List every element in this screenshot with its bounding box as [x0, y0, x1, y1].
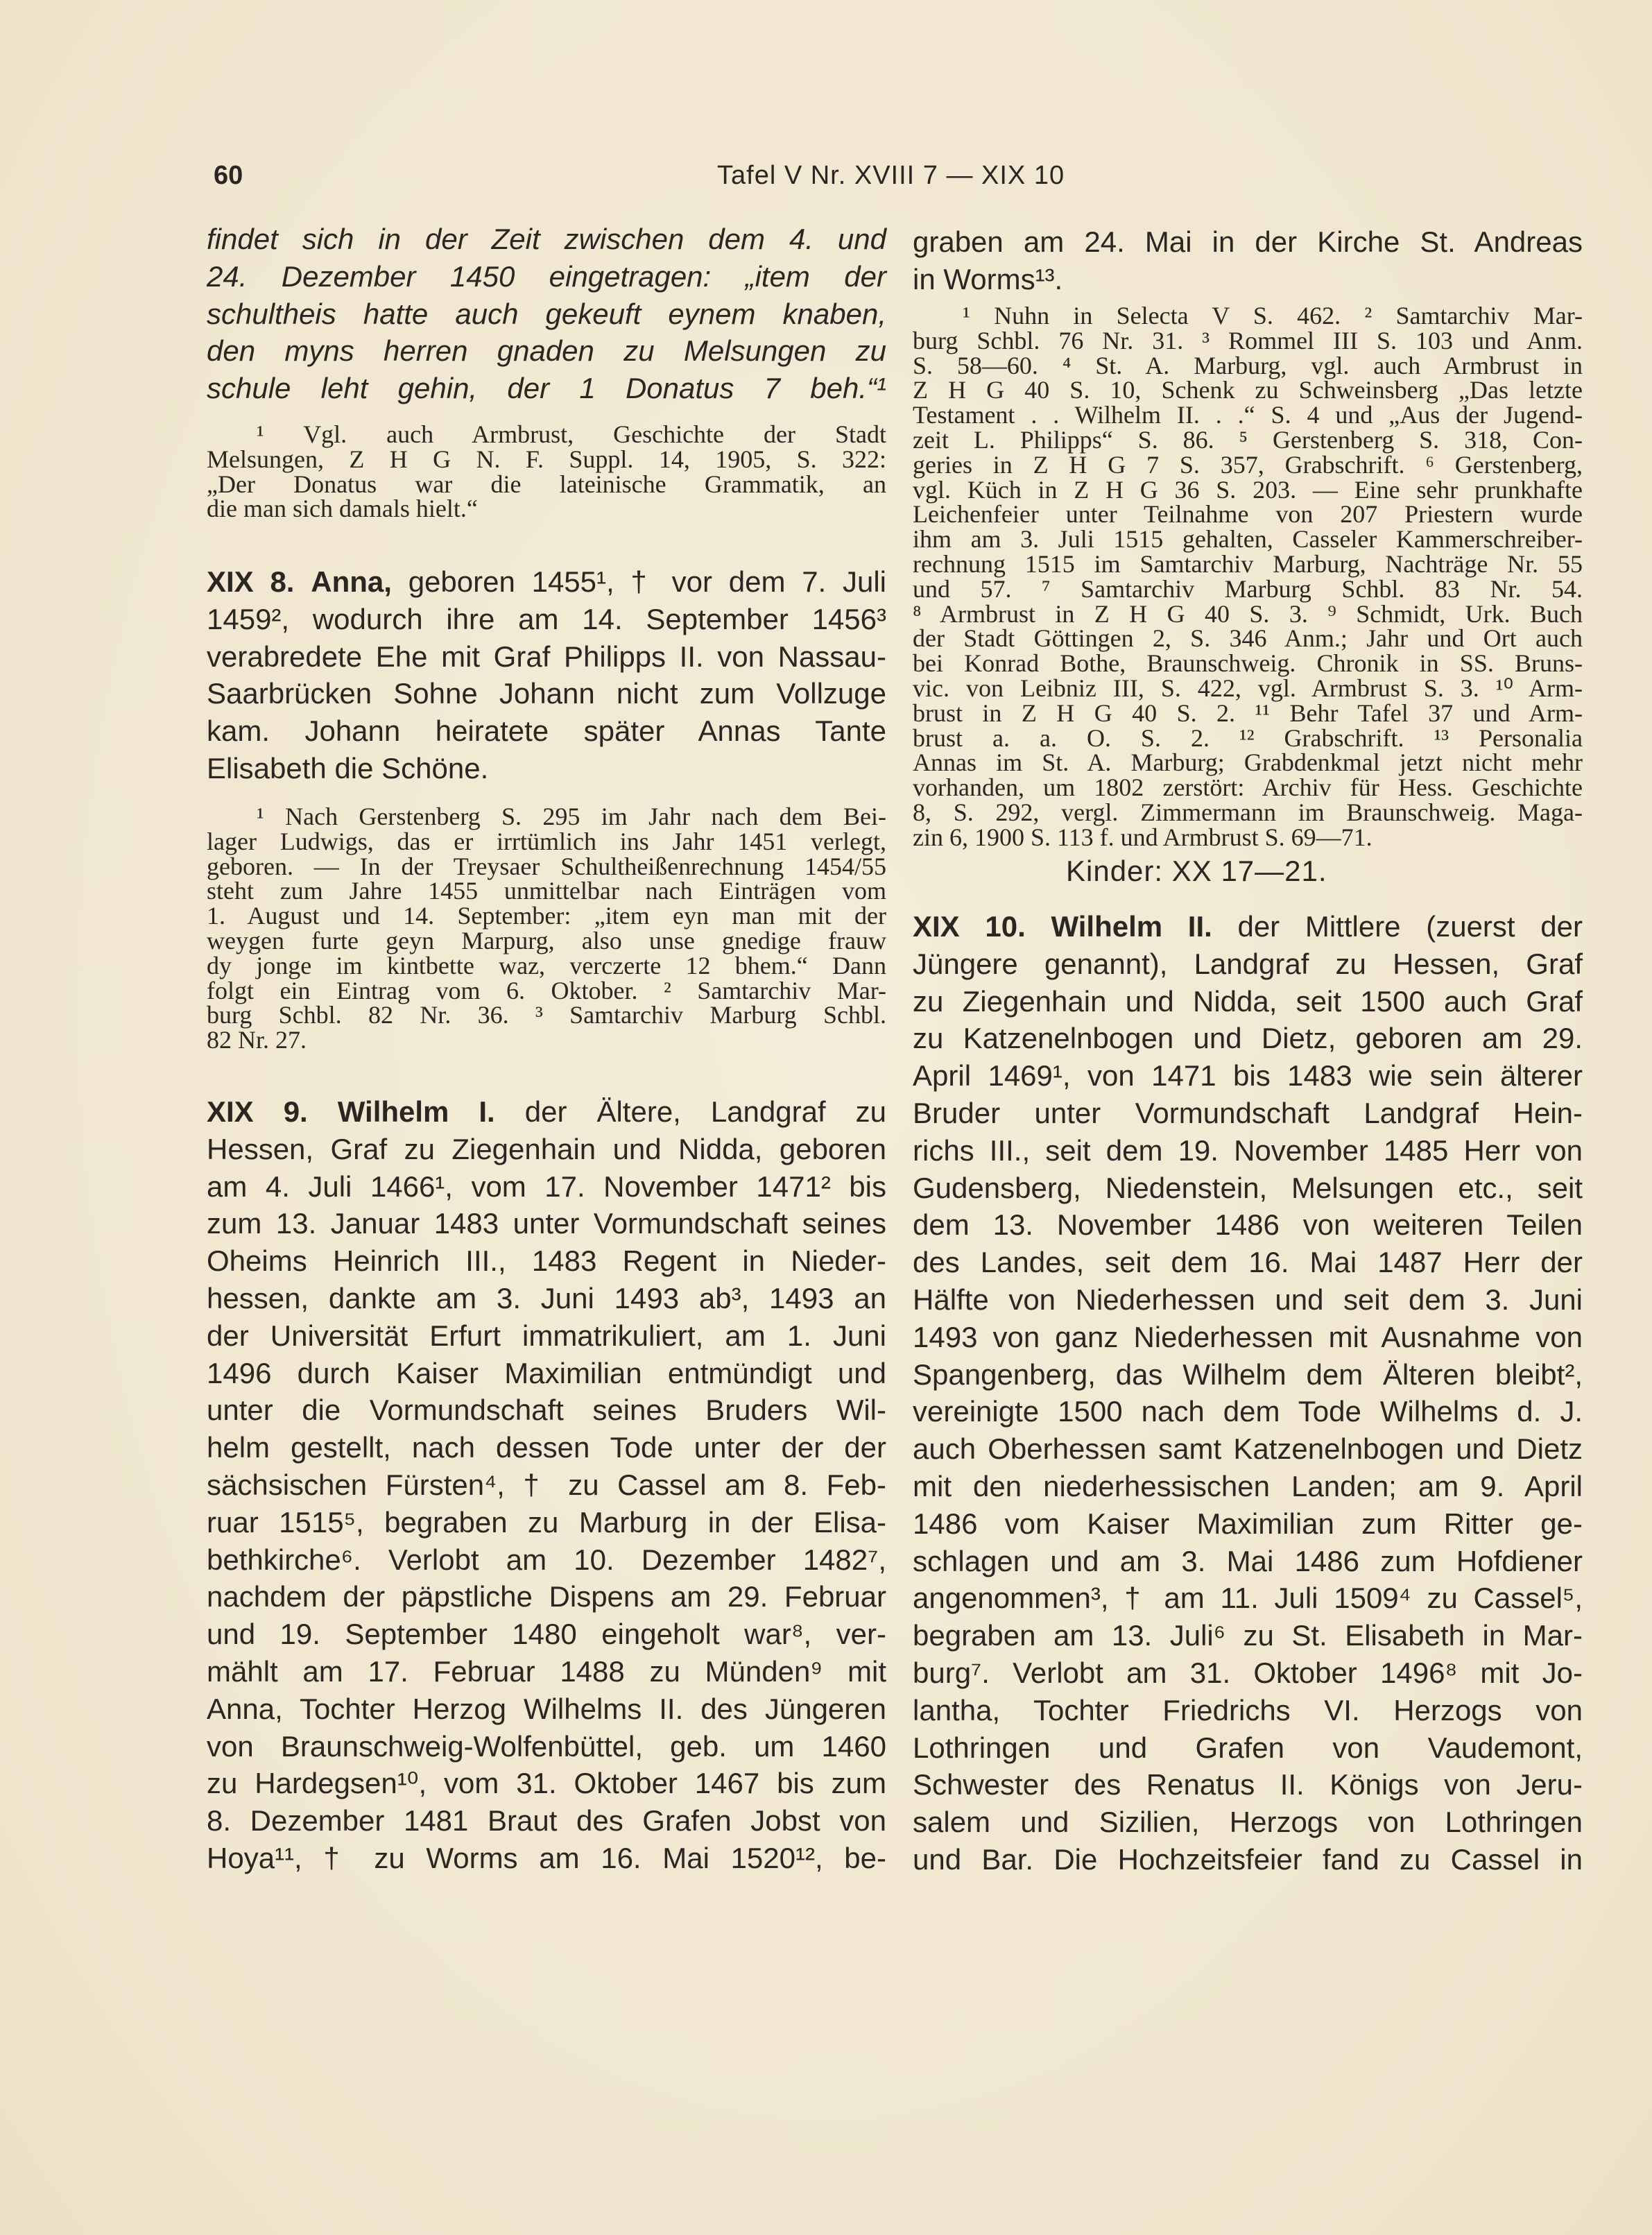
- text-line: schultheis hatte auch gekeuft eynem knaben,: [207, 297, 886, 330]
- text-line: Spangenberg, das Wilhelm dem Älteren bleibt²,: [913, 1358, 1583, 1391]
- text-line: 8, S. 292, vergl. Zimmermann im Braunschweig. Maga-: [913, 798, 1583, 826]
- text-line: geboren. — In der Treysaer Schultheißenrechnung 1454/55: [207, 852, 886, 880]
- text-line: und Bar. Die Hochzeitsfeier fand zu Cassel in: [913, 1842, 1583, 1876]
- text-line: schule leht gehin, der 1 Donatus 7 beh.“¹: [207, 372, 886, 405]
- text-line: burg Schbl. 82 Nr. 36. ³ Samtarchiv Marburg Schbl.: [207, 1001, 886, 1029]
- text-line: dem 13. November 1486 von weiteren Teilen: [913, 1208, 1583, 1242]
- entry-body-lines: [913, 945, 1583, 1878]
- text-line: 1493 von ganz Niederhessen mit Ausnahme von: [913, 1320, 1583, 1353]
- text-line: burg Schbl. 76 Nr. 31. ³ Rommel III S. 103 und Anm.: [913, 326, 1583, 354]
- text-line: Schwester des Renatus II. Königs von Jeru-: [913, 1768, 1583, 1801]
- text-line: steht zum Jahre 1455 unmittelbar nach Einträgen vom: [207, 877, 886, 905]
- text-line: 82 Nr. 27.: [207, 1026, 307, 1054]
- text-line: Hälfte von Niederhessen und seit dem 3. Juni: [913, 1283, 1583, 1316]
- text-line: 1. August und 14. September: „item eyn man mit der: [207, 902, 886, 930]
- text-line: Bruder unter Vormundschaft Landgraf Hein-: [913, 1096, 1583, 1129]
- entry-first-line: [207, 1093, 886, 1131]
- text-line: ¹ Nuhn in Selecta V S. 462. ² Samtarchiv Mar-: [963, 302, 1583, 329]
- entry-first-line-text: der Mittlere (zuerst der: [1237, 910, 1583, 943]
- text-line: und 19. September 1480 eingeholt war⁸, ver-: [207, 1618, 886, 1651]
- text-line: dy jonge im kintbette waz, verczerte 12 bhem.“ Dann: [207, 951, 886, 979]
- text-line: angenommen³, † am 11. Juli 1509⁴ zu Cassel⁵,: [913, 1582, 1583, 1615]
- text-line: ¹ Nach Gerstenberg S. 295 im Jahr nach dem Bei-: [257, 803, 886, 830]
- text-line: des Landes, seit dem 16. Mai 1487 Herr der: [913, 1246, 1583, 1279]
- text-line: in Worms¹³.: [913, 262, 1063, 296]
- entry-first-line-text: der Ältere, Landgraf zu: [524, 1095, 887, 1128]
- text-line: 8. Dezember 1481 Braut des Grafen Jobst von: [207, 1804, 886, 1838]
- text-line: April 1469¹, von 1471 bis 1483 wie sein älterer: [913, 1059, 1583, 1093]
- running-head: Tafel V Nr. XVIII 7 — XIX 10: [717, 161, 1065, 190]
- text-line: findet sich in der Zeit zwischen dem 4. und: [207, 223, 886, 255]
- entry-body-lines: [207, 601, 886, 787]
- entry-first-line-text: geboren 1455¹, † vor dem 7. Juli: [408, 565, 886, 598]
- text-line: bethkirche⁶. Verlobt am 10. Dezember 1482⁷,: [207, 1543, 886, 1576]
- text-line: die man sich damals hielt.“: [207, 495, 478, 523]
- text-line: Testament . . Wilhelm II. . .“ S. 4 und „Aus der Jugend-: [913, 401, 1583, 429]
- text-line: S. 58—60. ⁴ St. A. Marburg, vgl. auch Armbrust in: [913, 351, 1583, 379]
- text-line: am 4. Juli 1466¹, vom 17. November 1471² bis: [207, 1170, 886, 1203]
- entry-name: Wilhelm II.: [1051, 910, 1212, 943]
- text-line: vorhanden, um 1802 zerstört: Archiv für Hess. Geschichte: [913, 773, 1583, 802]
- text-line: bei Konrad Bothe, Braunschweig. Chronik in SS. Bruns-: [913, 649, 1583, 678]
- text-line: geries in Z H G 7 S. 357, Grabschrift. ⁶ Gerstenberg,: [913, 450, 1583, 479]
- text-line: unter die Vormundschaft seines Bruders Wil-: [207, 1394, 886, 1427]
- text-line: schlagen und am 3. Mai 1486 zum Hofdiener: [913, 1544, 1583, 1577]
- text-line: graben am 24. Mai in der Kirche St. Andreas: [913, 225, 1583, 258]
- entry-first-line: [913, 908, 1583, 945]
- text-line: Gudensberg, Niedenstein, Melsungen etc., seit: [913, 1171, 1583, 1204]
- entry-first-line: [207, 563, 886, 601]
- text-line: weygen furte geyn Marpurg, also unse gnedige frauw: [207, 926, 886, 954]
- entry-xix-8: [207, 563, 886, 787]
- entry-name: Anna,: [311, 565, 392, 598]
- text-line: Annas im St. A. Marburg; Grabdenkmal jetzt nicht mehr: [913, 748, 1583, 777]
- entry-number: XIX 10.: [913, 910, 1026, 943]
- text-line: Jüngere genannt), Landgraf zu Hessen, Graf: [913, 947, 1583, 980]
- text-line: vereinigte 1500 nach dem Tode Wilhelms d. J.: [913, 1395, 1583, 1428]
- text-line: von Braunschweig-Wolfenbüttel, geb. um 1460: [207, 1729, 886, 1763]
- quote-paragraph: [207, 221, 886, 407]
- text-line: nachdem der päpstliche Dispens am 29. Februar: [207, 1580, 886, 1613]
- text-line: ihm am 3. Juli 1515 gehalten, Casseler Kammerschreiber-: [913, 525, 1583, 554]
- children-reference: Kinder: XX 17—21.: [1066, 855, 1327, 887]
- text-line: rechnung 1515 im Samtarchiv Marburg, Nachträge Nr. 55: [913, 549, 1583, 578]
- text-line: und 57. ⁷ Samtarchiv Marburg Schbl. 83 Nr. 54.: [913, 574, 1583, 603]
- text-line: zu Hardegsen¹⁰, vom 31. Oktober 1467 bis zum: [207, 1767, 886, 1800]
- entry-xix-10: [913, 908, 1583, 1878]
- text-line: „Der Donatus war die lateinische Grammatik, an: [207, 470, 886, 498]
- text-line: der Universität Erfurt immatrikuliert, am 1. Juni: [207, 1319, 886, 1352]
- text-line: ⁸ Armbrust in Z H G 40 S. 3. ⁹ Schmidt, Urk. Buch: [913, 599, 1583, 628]
- text-line: vic. von Leibniz III, S. 422, vgl. Armbrust S. 3. ¹⁰ Arm-: [913, 674, 1583, 702]
- text-line: brust in Z H G 40 S. 2. ¹¹ Behr Tafel 37 und Arm-: [913, 699, 1583, 727]
- text-line: folgt ein Eintrag vom 6. Oktober. ² Samtarchiv Mar-: [207, 976, 886, 1004]
- text-line: Oheims Heinrich III., 1483 Regent in Nieder-: [207, 1244, 886, 1278]
- text-line: mählt am 17. Februar 1488 zu Münden⁹ mit: [207, 1654, 886, 1688]
- text-line: auch Oberhessen samt Katzenelnbogen und Dietz: [913, 1432, 1583, 1466]
- text-line: richs III., seit dem 19. November 1485 Herr von: [913, 1133, 1583, 1167]
- entry-name: Wilhelm I.: [337, 1095, 495, 1128]
- text-line: sächsischen Fürsten⁴, † zu Cassel am 8. Feb-: [207, 1468, 886, 1501]
- text-line: Anna, Tochter Herzog Wilhelms II. des Jüngeren: [207, 1692, 886, 1725]
- text-line: 24. Dezember 1450 eingetragen: „item der: [207, 259, 886, 293]
- text-line: begraben am 13. Juli⁶ zu St. Elisabeth in Mar-: [913, 1619, 1583, 1652]
- text-line: Lothringen und Grafen von Vaudemont,: [913, 1731, 1583, 1764]
- text-line: zum 13. Januar 1483 unter Vormundschaft seines: [207, 1207, 886, 1240]
- page-number: 60: [214, 161, 243, 190]
- text-line: vgl. Küch in Z H G 36 S. 203. — Eine sehr prunkhafte: [913, 475, 1583, 504]
- text-line: lantha, Tochter Friedrichs VI. Herzogs von: [913, 1693, 1583, 1727]
- text-line: 1459², wodurch ihre am 14. September 1456³: [207, 602, 886, 635]
- text-line: zu Katzenelnbogen und Dietz, geboren am 29.: [913, 1022, 1583, 1055]
- text-line: salem und Sizilien, Herzogs von Lothringen: [913, 1806, 1583, 1839]
- text-line: burg⁷. Verlobt am 31. Oktober 1496⁸ mit Jo-: [913, 1656, 1583, 1689]
- text-line: Hoya¹¹, † zu Worms am 16. Mai 1520¹², be-: [207, 1841, 886, 1874]
- text-line: zin 6, 1900 S. 113 f. und Armbrust S. 69—71.: [913, 823, 1373, 851]
- text-line: helm gestellt, nach dessen Tode unter der der: [207, 1431, 886, 1464]
- text-line: der Stadt Göttingen 2, S. 346 Anm.; Jahr und Ort auch: [913, 624, 1583, 653]
- text-line: Leichenfeier unter Teilnahme von 207 Priestern wurde: [913, 500, 1583, 529]
- entry-body-lines: [207, 1131, 886, 1877]
- text-line: 1486 vom Kaiser Maximilian zum Ritter ge-: [913, 1507, 1583, 1540]
- text-line: Z H G 40 S. 10, Schenk zu Schweinsberg „Das letzte: [913, 376, 1583, 404]
- entry-xix-9-continuation: [913, 223, 1583, 298]
- text-line: 1496 durch Kaiser Maximilian entmündigt und: [207, 1356, 886, 1389]
- text-line: hessen, dankte am 3. Juni 1493 ab³, 1493 an: [207, 1281, 886, 1315]
- text-line: ¹ Vgl. auch Armbrust, Geschichte der Stadt: [257, 420, 886, 448]
- entry-number: XIX 9.: [207, 1095, 308, 1128]
- entry-xix-9: [207, 1093, 886, 1877]
- text-line: kam. Johann heiratete später Annas Tante: [207, 714, 886, 748]
- text-line: verabredete Ehe mit Graf Philipps II. von Nassau-: [207, 640, 886, 673]
- text-line: lager Ludwigs, das er irrtümlich ins Jahr 1451 verlegt,: [207, 827, 886, 855]
- text-line: den myns herren gnaden zu Melsungen zu: [207, 334, 886, 368]
- text-line: Hessen, Graf zu Ziegenhain und Nidda, geboren: [207, 1132, 886, 1165]
- text-line: zeit L. Philipps“ S. 86. ⁵ Gerstenberg S. 318, Con-: [913, 425, 1583, 454]
- entry-number: XIX 8.: [207, 565, 295, 598]
- entry-xix-9-footnotes: [913, 304, 1583, 850]
- quote-footnote: [207, 422, 886, 522]
- text-line: zu Ziegenhain und Nidda, seit 1500 auch Graf: [913, 984, 1583, 1018]
- text-line: Saarbrücken Sohne Johann nicht zum Vollzuge: [207, 677, 886, 710]
- text-line: brust a. a. O. S. 2. ¹² Grabschrift. ¹³ Personalia: [913, 723, 1583, 752]
- text-line: mit den niederhessischen Landen; am 9. April: [913, 1469, 1583, 1502]
- text-line: Melsungen, Z H G N. F. Suppl. 14, 1905, S. 322:: [207, 445, 886, 473]
- text-line: Elisabeth die Schöne.: [207, 751, 489, 785]
- text-line: ruar 1515⁵, begraben zu Marburg in der Elisa-: [207, 1505, 886, 1539]
- entry-xix-8-footnotes: [207, 805, 886, 1053]
